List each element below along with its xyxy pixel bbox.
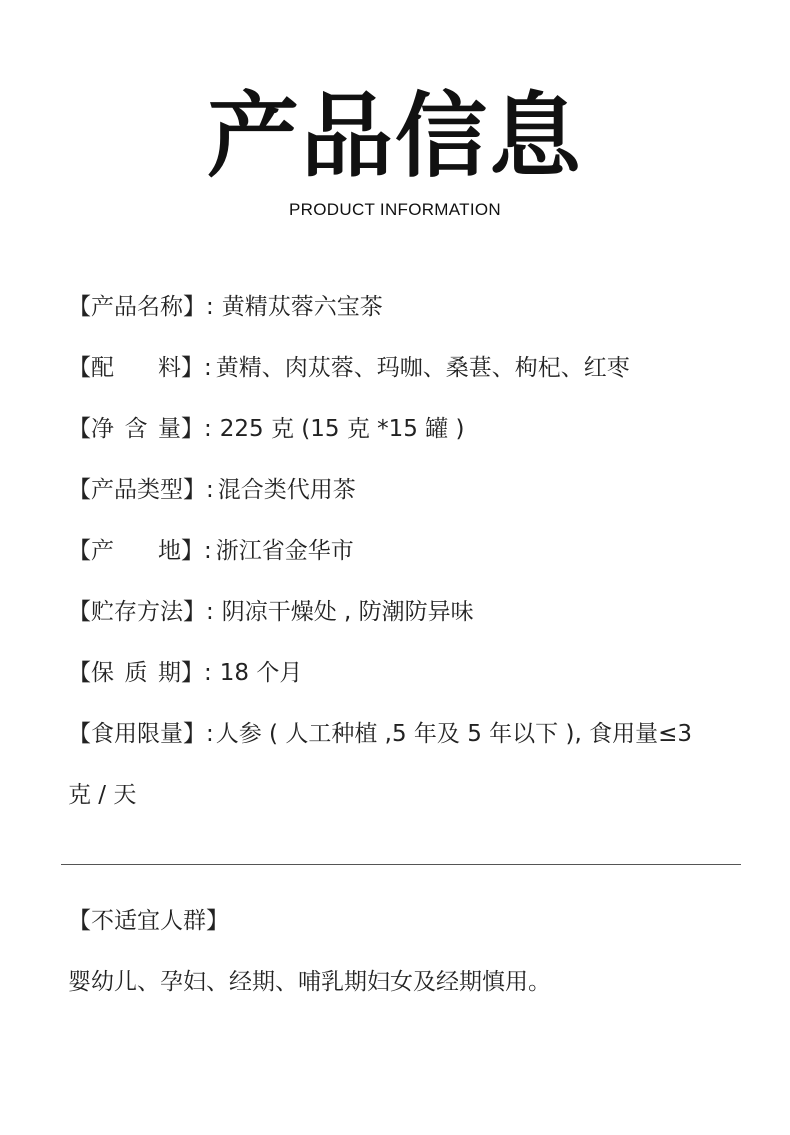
detail-label-open: 【 (68, 416, 91, 442)
detail-row-product-type (68, 475, 356, 505)
detail-row-storage (68, 597, 474, 627)
detail-label-char: 期 (158, 660, 181, 686)
detail-label-open: 【 (68, 355, 91, 381)
detail-value-continued: 克 / 天 (68, 782, 137, 808)
detail-label: 【产品名称】: (68, 294, 214, 320)
detail-label-close: 】: (181, 416, 212, 442)
detail-label-open: 【 (68, 660, 91, 686)
page-subtitle: PRODUCT INFORMATION (289, 200, 501, 219)
detail-value: 黄精苁蓉六宝茶 (221, 294, 383, 320)
detail-value: 混合类代用茶 (217, 477, 356, 503)
detail-label-char: 料 (158, 355, 181, 381)
caution-text: 婴幼儿、孕妇、经期、哺乳期妇女及经期慎用。 (68, 969, 551, 995)
detail-label: 【食用限量】: (68, 721, 214, 747)
detail-value: 阴凉干燥处 , 防潮防异味 (221, 599, 474, 625)
detail-label: 【贮存方法】: (68, 599, 214, 625)
detail-label-char: 量 (158, 416, 181, 442)
detail-row-net-content (68, 414, 465, 444)
detail-row-consumption-limit-cont (68, 780, 136, 810)
detail-label (91, 658, 181, 688)
detail-label: 【产品类型】: (68, 477, 214, 503)
detail-row-ingredients (68, 353, 630, 383)
detail-row-origin (68, 536, 354, 566)
detail-label-char: 净 (91, 416, 114, 442)
detail-value: 人参 ( 人工种植 ,5 年及 5 年以下 ), 食用量≤3 (215, 721, 692, 747)
detail-row-consumption-limit (68, 719, 692, 749)
detail-label (91, 536, 181, 566)
detail-value: 浙江省金华市 (215, 538, 354, 564)
detail-label-char: 产 (91, 538, 114, 564)
detail-row-product-name (68, 292, 383, 322)
detail-label (91, 414, 181, 444)
detail-label-char: 配 (91, 355, 114, 381)
detail-label-char: 质 (124, 660, 148, 686)
detail-label-char: 含 (124, 416, 148, 442)
detail-label-char: 保 (91, 660, 114, 686)
page-title: 产品信息 (206, 83, 583, 190)
detail-value: 225 克 (15 克 *15 罐 ) (219, 416, 465, 442)
detail-label-close: 】: (181, 355, 212, 381)
detail-label-close: 】: (181, 538, 212, 564)
section-divider (61, 864, 741, 865)
detail-row-shelf-life (68, 658, 302, 688)
detail-label-open: 【 (68, 538, 91, 564)
detail-value: 黄精、肉苁蓉、玛咖、桑葚、枸杞、红枣 (215, 355, 630, 381)
detail-label (91, 353, 181, 383)
detail-label-char: 地 (158, 538, 181, 564)
detail-value: 18 个月 (219, 660, 303, 686)
caution-heading: 【不适宜人群】 (68, 908, 229, 934)
detail-label-close: 】: (181, 660, 212, 686)
